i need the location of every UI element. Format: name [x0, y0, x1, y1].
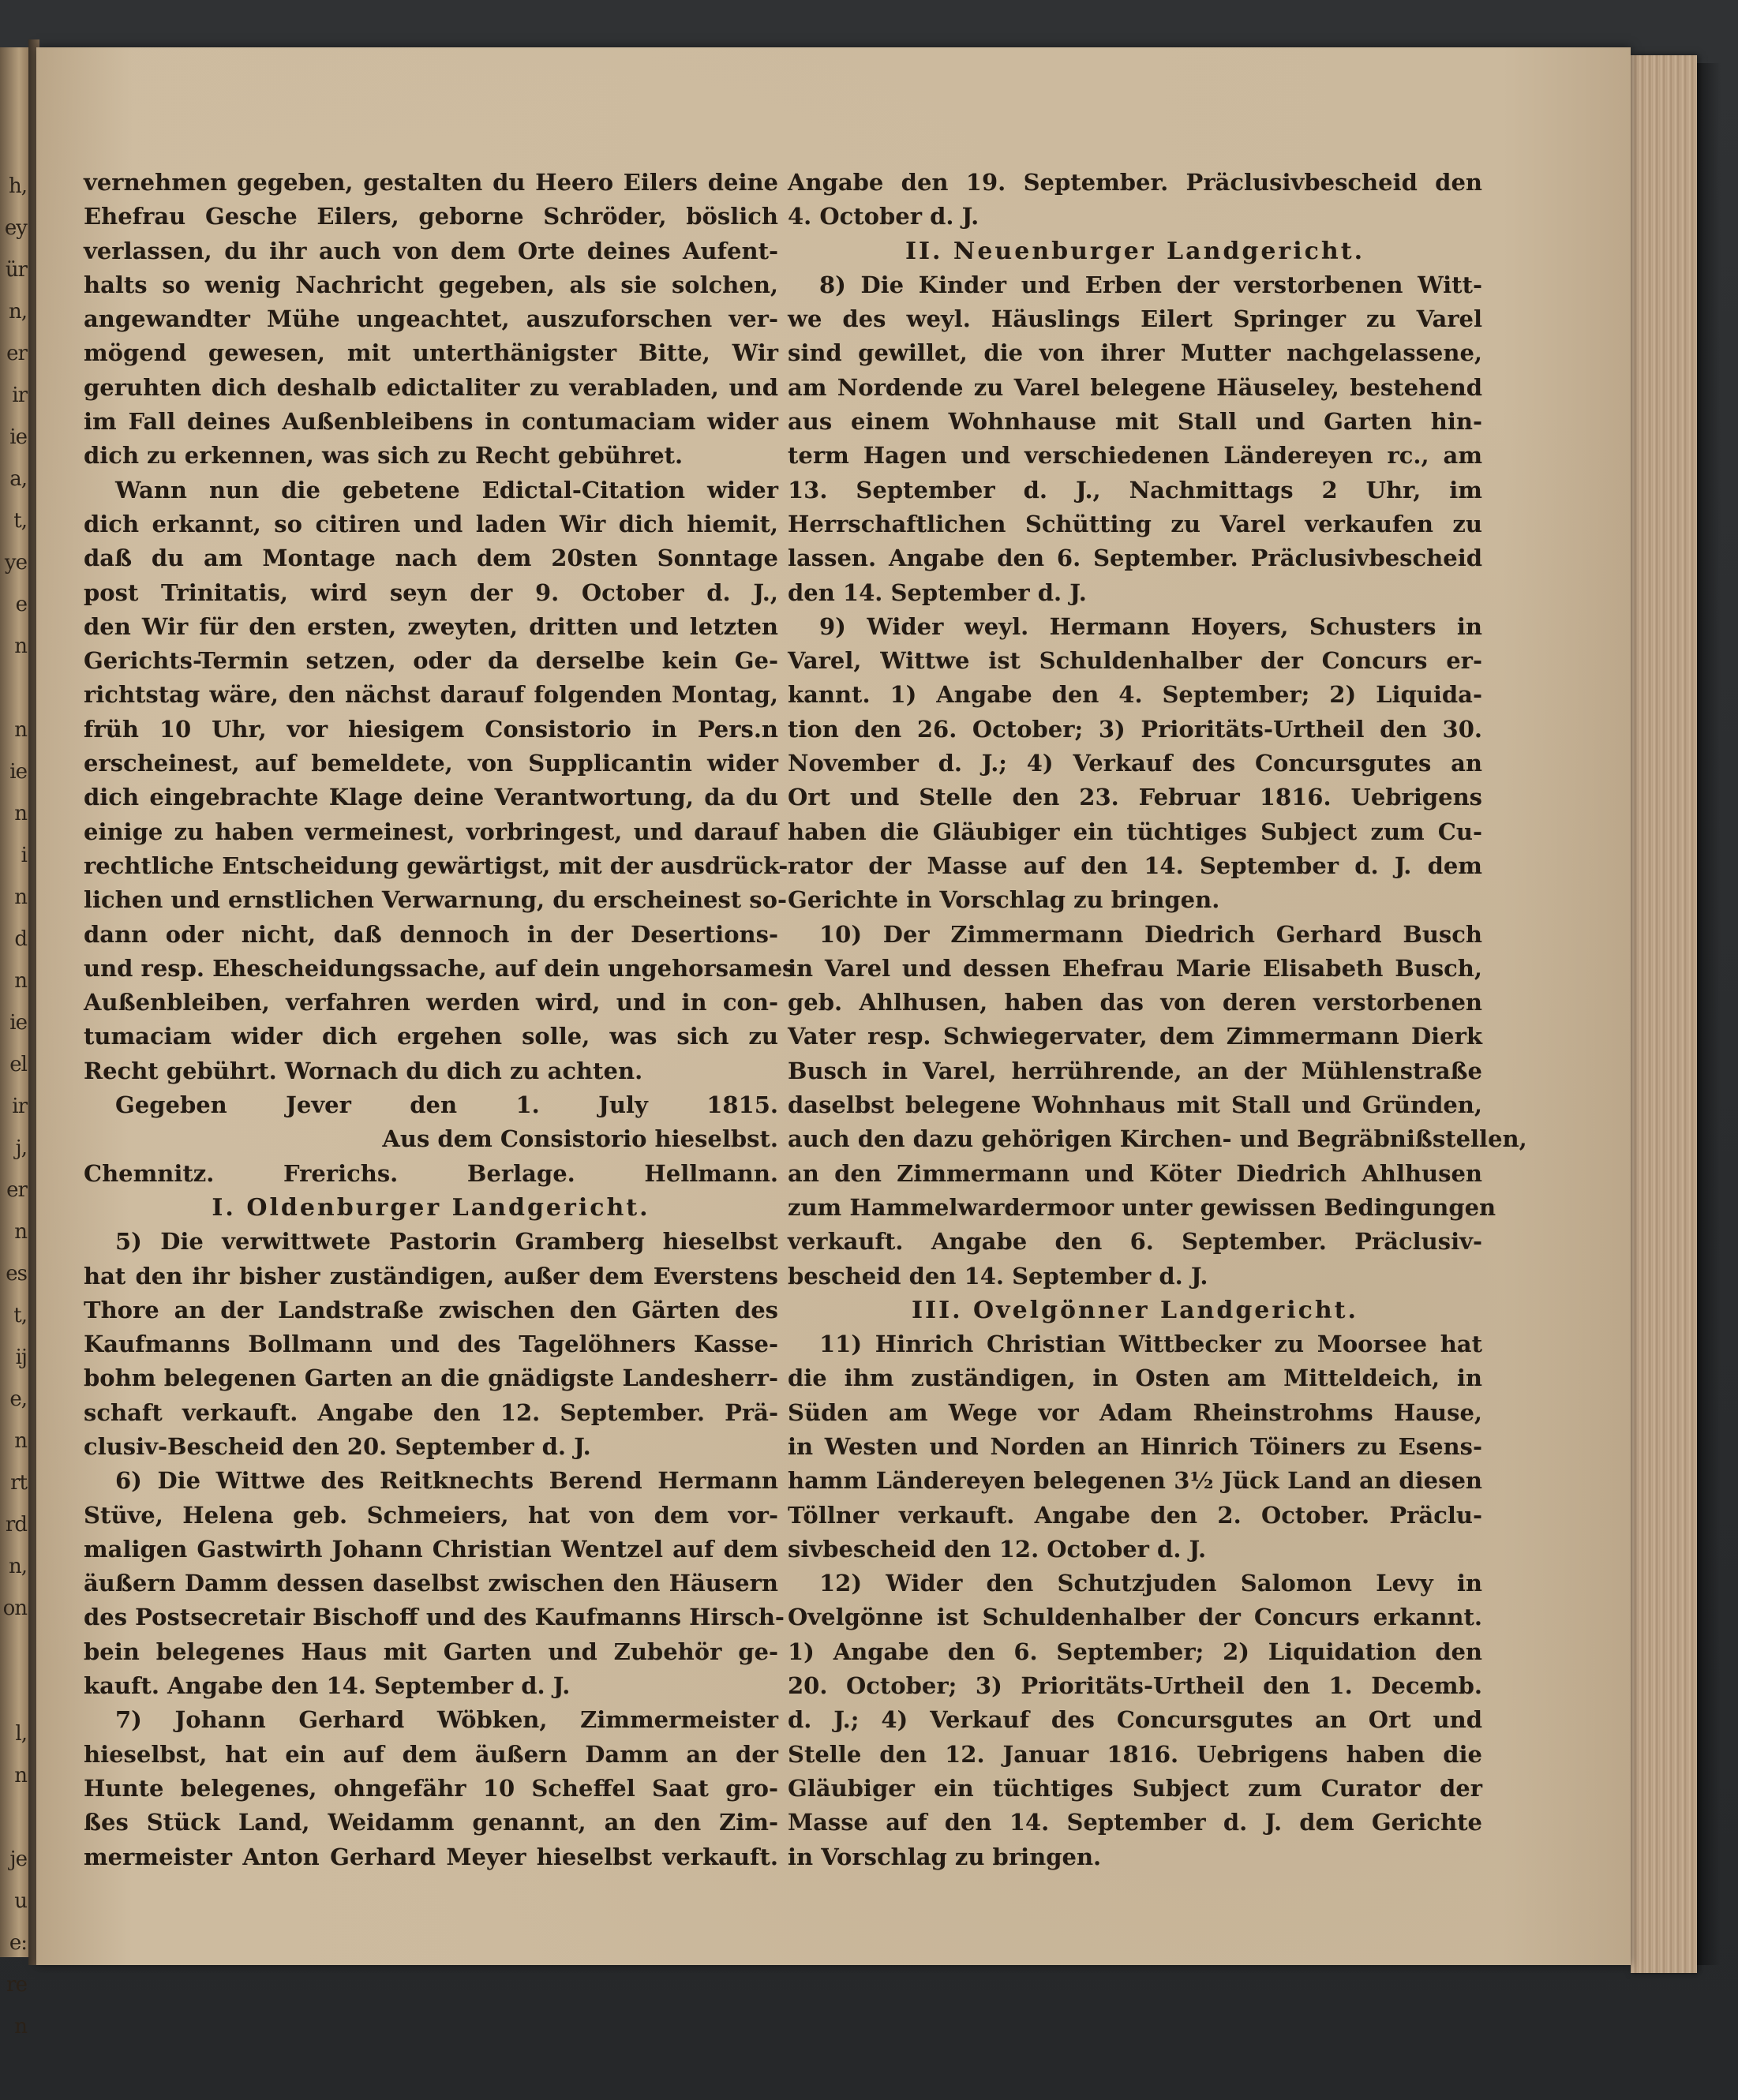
right-column-text-line: 10) Der Zimmermann Diedrich Gerhard Busch: [819, 920, 1482, 948]
right-column-text-line: Herrschaftlichen Schütting zu Varel verkaufen zu: [788, 510, 1482, 537]
previous-page-fragment: n: [14, 1220, 27, 1244]
left-column-text-line: im Fall deines Außenbleibens in contumaciam wider: [84, 408, 778, 436]
left-column-text-line: ßes Stück Land, Weidamm genannt, an den Zim-: [84, 1809, 778, 1836]
previous-page-fragment: n,: [8, 300, 27, 324]
previous-page-fragment: n,: [8, 1555, 27, 1578]
left-column-text-line: den Wir für den ersten, zweyten, dritten und letzten: [84, 612, 778, 640]
previous-page-fragment: ie: [9, 760, 27, 784]
right-column-text-line: kannt. 1) Angabe den 4. September; 2) Liquida-: [788, 681, 1482, 709]
left-column-text-line: schaft verkauft. Angabe den 12. September. Prä-: [84, 1398, 778, 1426]
previous-page-fragment: e: [15, 593, 27, 616]
previous-page-fragment: u: [14, 1889, 27, 1913]
left-column-text-line: rechtliche Entscheidung gewärtigst, mit der ausdrück-: [84, 852, 788, 879]
left-column-text-line: Gegeben Jever den 1. July 1815.: [115, 1091, 778, 1119]
right-column-text-line: den 14. September d. J.: [788, 578, 1087, 606]
right-column-text-line: auch den dazu gehörigen Kirchen- und Begräbnißstellen,: [788, 1125, 1527, 1153]
left-column-text-line: verlassen, du ihr auch von dem Orte deines Aufent-: [84, 237, 778, 264]
left-column-text-line: dich zu erkennen, was sich zu Recht gebühret.: [84, 442, 684, 470]
previous-page-fragment: ie: [9, 1011, 27, 1035]
right-column-text-line: die ihm zuständigen, in Osten am Mitteldeich, in: [788, 1364, 1482, 1392]
right-column-text-line: tion den 26. October; 3) Prioritäts-Urtheil den 30.: [788, 715, 1482, 743]
previous-page-fragment: er: [6, 342, 27, 365]
left-column-text-line: geruhten dich deshalb edictaliter zu verabladen, und: [84, 373, 778, 401]
left-column-text-line: hieselbst, hat ein auf dem äußern Damm an der: [84, 1740, 778, 1768]
previous-page-fragment: er: [6, 1178, 27, 1202]
left-column-text-line: halts so wenig Nachricht gegeben, als sie solchen,: [84, 271, 778, 298]
left-column-text-line: und resp. Ehescheidungssache, auf dein ungehorsames: [84, 954, 796, 982]
previous-page-fragment: re: [6, 1973, 27, 1997]
previous-page-fragment: ie: [9, 425, 27, 449]
previous-page-fragment: a,: [9, 467, 27, 491]
right-column-text-line: lassen. Angabe den 6. September. Präclusivbescheid: [788, 545, 1482, 572]
previous-page-fragment: el: [9, 1053, 27, 1076]
right-column-text-line: Busch in Varel, herrührende, an der Mühlenstraße: [788, 1057, 1482, 1084]
right-column-text-line: in Westen und Norden an Hinrich Töiners zu Esens-: [788, 1432, 1482, 1460]
left-column-text-line: dich eingebrachte Klage deine Verantwortung, da du: [84, 784, 778, 811]
previous-page-fragment: ij: [15, 1346, 27, 1369]
previous-page-fragment: ir: [12, 384, 27, 407]
page-edge-shadow: [1697, 63, 1721, 1965]
left-column-text-line: 7) Johann Gerhard Wöbken, Zimmermeister: [115, 1706, 778, 1734]
right-column-text-line: Stelle den 12. Januar 1816. Uebrigens haben die: [788, 1740, 1482, 1768]
right-column-text-line: 20. October; 3) Prioritäts-Urtheil den 1. Decemb.: [788, 1672, 1482, 1700]
previous-page-edge: [0, 47, 32, 2038]
left-column-text-line: Gerichts-Termin setzen, oder da derselbe kein Ge-: [84, 647, 778, 675]
right-column-text-line: 9) Wider weyl. Hermann Hoyers, Schusters in: [819, 612, 1482, 640]
right-column-text-line: sind gewillet, die von ihrer Mutter nachgelassene,: [788, 339, 1482, 367]
left-column-text-line: Hunte belegenes, ohngefähr 10 Scheffel Saat gro-: [84, 1774, 778, 1802]
right-column-text-line: bescheid den 14. September d. J.: [788, 1262, 1208, 1290]
left-column-text-line: Thore an der Landstraße zwischen den Gärten des: [84, 1296, 778, 1323]
right-column-text-line: zum Hammelwardermoor unter gewissen Bedingungen: [788, 1193, 1496, 1221]
left-column-text-line: mermeister Anton Gerhard Meyer hieselbst verkauft.: [84, 1843, 778, 1870]
left-column-text-line: früh 10 Uhr, vor hiesigem Consistorio in Pers.n: [84, 715, 778, 743]
right-text-column: [788, 166, 1527, 1874]
previous-page-text-fragments: [0, 166, 27, 2038]
right-column-text-line: 12) Wider den Schutzjuden Salomon Levy in: [819, 1570, 1482, 1597]
left-column-text-line: 5) Die verwittwete Pastorin Gramberg hieselbst: [115, 1228, 778, 1256]
previous-page-fragment: rd: [5, 1513, 27, 1537]
right-column-text-line: Varel, Wittwe ist Schuldenhalber der Concurs er-: [788, 647, 1482, 675]
left-text-column: [84, 166, 796, 1874]
page-stack-edge: [1631, 55, 1697, 1973]
left-column-text-line: vernehmen gegeben, gestalten du Heero Eilers deine: [84, 169, 778, 196]
right-column-text-line: Masse auf den 14. September d. J. dem Gerichte: [788, 1809, 1482, 1836]
right-column-text-line: in Varel und dessen Ehefrau Marie Elisabeth Busch,: [788, 954, 1482, 982]
right-column-text-line: hamm Ländereyen belegenen 3½ Jück Land an diesen: [788, 1467, 1482, 1495]
left-column-text-line: mögend gewesen, mit unterthänigster Bitte, Wir: [84, 339, 778, 367]
right-column-section-heading: II. Neuenburger Landgericht.: [905, 237, 1365, 265]
previous-page-fragment: n: [14, 2015, 27, 2038]
document-page: [36, 47, 1631, 1965]
right-column-text-line: 13. September d. J., Nachmittags 2 Uhr, im: [788, 476, 1482, 503]
previous-page-fragment: t,: [13, 1304, 27, 1327]
right-column-text-line: Ovelgönne ist Schuldenhalber der Concurs erkannt.: [788, 1604, 1482, 1631]
left-column-text-line: daß du am Montage nach dem 20sten Sonntage: [84, 545, 778, 572]
right-column-text-line: an den Zimmermann und Köter Diedrich Ahlhusen: [788, 1159, 1482, 1187]
right-column-text-line: 11) Hinrich Christian Wittbecker zu Moorsee hat: [819, 1331, 1482, 1358]
previous-page-fragment: l,: [15, 1722, 27, 1746]
right-column-text-line: Gerichte in Vorschlag zu bringen.: [788, 886, 1220, 914]
previous-page-fragment: n: [14, 718, 27, 742]
right-column-text-line: 1) Angabe den 6. September; 2) Liquidation den: [788, 1638, 1482, 1665]
left-column-text-line: Aus dem Consistorio hieselbst.: [382, 1125, 778, 1153]
previous-page-fragment: [0, 1797, 27, 1839]
left-column-text-line: clusiv-Bescheid den 20. September d. J.: [84, 1432, 591, 1460]
right-column-text-line: haben die Gläubiger ein tüchtiges Subject zum Cu-: [788, 818, 1482, 845]
previous-page-fragment: ür: [5, 258, 27, 282]
left-column-text-line: Ehefrau Gesche Eilers, geborne Schröder, böslich: [84, 203, 778, 230]
previous-page-fragment: on: [2, 1597, 27, 1620]
previous-page-fragment: rt: [10, 1471, 27, 1495]
right-column-text-line: we des weyl. Häuslings Eilert Springer zu Varel: [788, 305, 1482, 333]
left-column-text-line: kauft. Angabe den 14. September d. J.: [84, 1672, 571, 1700]
previous-page-fragment: ye: [4, 551, 27, 575]
previous-page-fragment: e,: [9, 1387, 27, 1411]
right-column-text-line: daselbst belegene Wohnhaus mit Stall und Gründen,: [788, 1091, 1482, 1119]
previous-page-fragment: i: [21, 844, 27, 867]
left-column-text-line: Stüve, Helena geb. Schmeiers, hat von dem vor-: [84, 1501, 778, 1529]
right-column-text-line: verkauft. Angabe den 6. September. Präclusiv-: [788, 1228, 1482, 1256]
left-column-text-line: angewandter Mühe ungeachtet, auszuforschen ver-: [84, 305, 778, 333]
right-column-text-line: Süden am Wege vor Adam Rheinstrohms Hause,: [788, 1398, 1482, 1426]
left-column-text-line: erscheinest, auf bemeldete, von Supplicantin wider: [84, 750, 778, 777]
previous-page-fragment: e:: [9, 1931, 27, 1955]
previous-page-fragment: [0, 668, 27, 709]
previous-page-fragment: j,: [15, 1136, 27, 1160]
left-column-section-heading: I. Oldenburger Landgericht.: [212, 1193, 650, 1222]
previous-page-fragment: es: [6, 1262, 27, 1286]
right-column-text-line: November d. J.; 4) Verkauf des Concursgutes an: [788, 750, 1482, 777]
previous-page-fragment: n: [14, 1429, 27, 1453]
right-column-text-line: geb. Ahlhusen, haben das von deren verstorbenen: [788, 989, 1482, 1016]
left-column-text-line: Wann nun die gebetene Edictal-Citation wider: [115, 476, 778, 503]
left-column-text-line: lichen und ernstlichen Verwarnung, du erscheinest so-: [84, 886, 787, 914]
right-column-text-line: aus einem Wohnhause mit Stall und Garten hin-: [788, 408, 1482, 436]
previous-page-fragment: je: [9, 1847, 27, 1871]
left-column-text-line: richtstag wäre, den nächst darauf folgenden Montag,: [84, 681, 778, 709]
left-column-text-line: des Postsecretair Bischoff und des Kaufmanns Hirsch-: [84, 1604, 785, 1631]
right-column-section-heading: III. Ovelgönner Landgericht.: [912, 1296, 1358, 1324]
left-column-text-line: hat den ihr bisher zuständigen, außer dem Everstens: [84, 1262, 778, 1290]
previous-page-fragment: t,: [13, 509, 27, 533]
right-column-text-line: 8) Die Kinder und Erben der verstorbenen Witt-: [819, 271, 1482, 298]
previous-page-fragment: d: [14, 927, 27, 951]
left-column-text-line: Kaufmanns Bollmann und des Tagelöhners Kasse-: [84, 1331, 778, 1358]
left-column-text-line: bohm belegenen Garten an die gnädigste Landesherr-: [84, 1364, 778, 1392]
right-column-text-line: Vater resp. Schwiegervater, dem Zimmermann Dierk: [788, 1023, 1482, 1050]
left-column-text-line: einige zu haben vermeinest, vorbringest, und darauf: [84, 818, 778, 845]
previous-page-fragment: n: [14, 1764, 27, 1787]
right-column-text-line: Töllner verkauft. Angabe den 2. October. Präclu-: [788, 1501, 1482, 1529]
left-column-text-line: bein belegenes Haus mit Garten und Zubehör ge-: [84, 1638, 778, 1665]
previous-page-fragment: n: [14, 885, 27, 909]
right-column-text-line: Gläubiger ein tüchtiges Subject zum Curator der: [788, 1774, 1482, 1802]
left-column-text-line: äußern Damm dessen daselbst zwischen den Häusern: [84, 1570, 778, 1597]
right-column-text-line: Angabe den 19. September. Präclusivbescheid den: [788, 169, 1482, 196]
previous-page-fragment: n: [14, 634, 27, 658]
right-column-text-line: 4. October d. J.: [788, 203, 979, 230]
previous-page-fragment: n: [14, 802, 27, 825]
right-column-text-line: Ort und Stelle den 23. Februar 1816. Uebrigens: [788, 784, 1482, 811]
right-column-text-line: term Hagen und verschiedenen Ländereyen rc., am: [788, 442, 1482, 470]
previous-page-fragment: n: [14, 969, 27, 993]
previous-page-fragment: h,: [8, 174, 27, 198]
right-column-text-line: in Vorschlag zu bringen.: [788, 1843, 1102, 1870]
previous-page-fragment: [0, 1671, 27, 1713]
previous-page-fragment: ey: [4, 216, 27, 240]
left-column-text-line: tumaciam wider dich ergehen solle, was sich zu: [84, 1023, 778, 1050]
left-column-text-line: maligen Gastwirth Johann Christian Wentzel auf dem: [84, 1535, 778, 1563]
left-column-text-line: Chemnitz. Frerichs. Berlage. Hellmann.: [84, 1159, 778, 1187]
left-column-text-line: 6) Die Wittwe des Reitknechts Berend Hermann: [115, 1467, 778, 1495]
left-column-text-line: Außenbleiben, verfahren werden wird, und in con-: [84, 989, 778, 1016]
right-column-text-line: rator der Masse auf den 14. September d. J. dem: [788, 852, 1482, 879]
left-column-text-line: dann oder nicht, daß dennoch in der Desertions-: [84, 920, 778, 948]
left-column-text-line: Recht gebührt. Wornach du dich zu achten.: [84, 1057, 643, 1084]
right-column-text-line: d. J.; 4) Verkauf des Concursgutes an Ort und: [788, 1706, 1482, 1734]
right-column-text-line: am Nordende zu Varel belegene Häuseley, bestehend: [788, 373, 1482, 401]
previous-page-fragment: [0, 1630, 27, 1671]
right-column-text-line: sivbescheid den 12. October d. J.: [788, 1535, 1207, 1563]
left-column-text-line: dich erkannt, so citiren und laden Wir dich hiemit,: [84, 510, 778, 537]
previous-page-fragment: ir: [12, 1095, 27, 1118]
left-column-text-line: post Trinitatis, wird seyn der 9. October d. J.,: [84, 578, 778, 606]
